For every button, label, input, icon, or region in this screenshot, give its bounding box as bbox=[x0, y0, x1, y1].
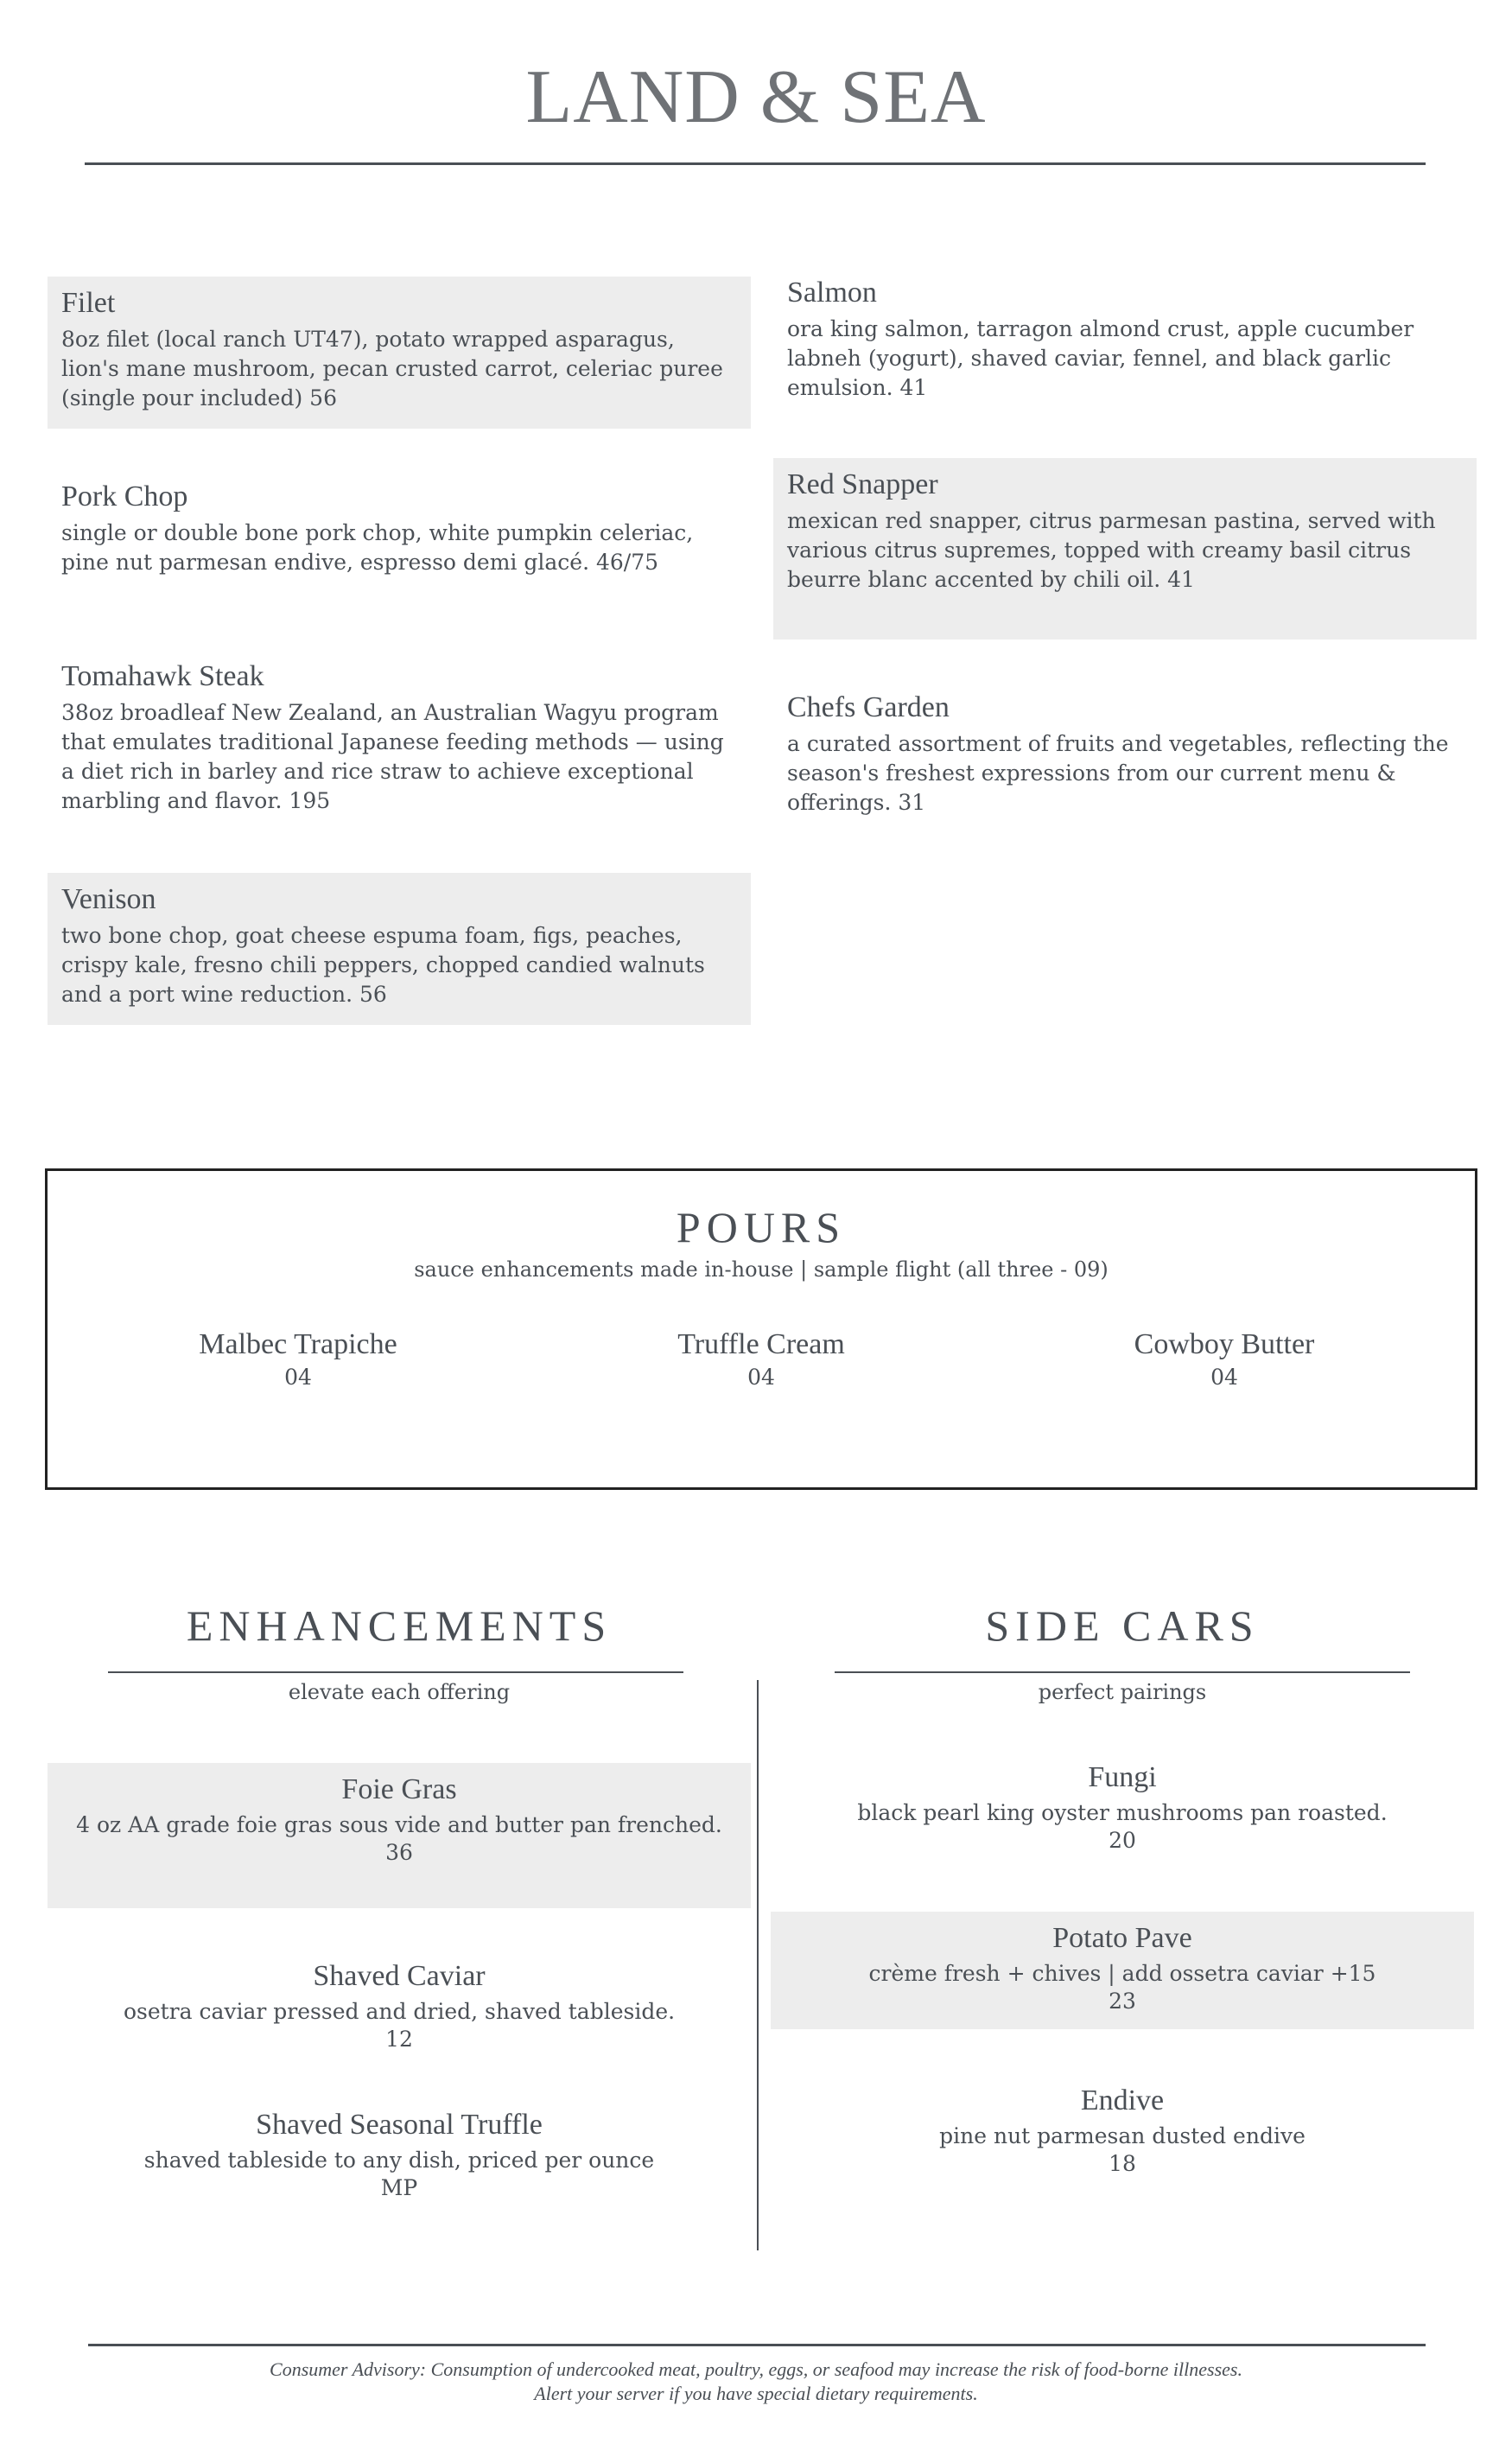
dish-name: Filet bbox=[61, 287, 116, 319]
item-price: MP bbox=[380, 2175, 418, 2200]
pour-malbec-trapiche bbox=[125, 1328, 471, 1390]
dish-description: single or double bone pork chop, white pumpkin celeriac, pine nut parmesan endive, espresso demi glacé. 46/75 bbox=[61, 520, 694, 575]
menu-item-salmon bbox=[773, 266, 1477, 404]
menu-item-red-snapper bbox=[773, 458, 1477, 640]
item-description: crème fresh + chives | add ossetra caviar +15 bbox=[868, 1961, 1376, 1986]
menu-item-venison bbox=[48, 873, 751, 1025]
dish-description: ora king salmon, tarragon almond crust, apple cucumber labneh (yogurt), shaved caviar, fennel, and black garlic emulsion. 41 bbox=[787, 316, 1414, 400]
menu-item-pork-chop bbox=[48, 470, 751, 617]
pour-name: Malbec Trapiche bbox=[199, 1328, 397, 1360]
column-divider bbox=[757, 1680, 759, 2250]
item-name: Shaved Seasonal Truffle bbox=[256, 2109, 543, 2141]
sidecars-subtitle: perfect pairings bbox=[1038, 1680, 1207, 1704]
item-name: Endive bbox=[1080, 2084, 1165, 2116]
item-description: osetra caviar pressed and dried, shaved tableside. bbox=[123, 1999, 676, 2024]
item-description: 4 oz AA grade foie gras sous vide and butter pan frenched. bbox=[76, 1812, 722, 1837]
dish-description: mexican red snapper, citrus parmesan pastina, served with various citrus supremes, topped with creamy basil citrus beurre blanc accented by chili oil. 41 bbox=[787, 508, 1436, 592]
dish-name: Tomahawk Steak bbox=[61, 660, 264, 692]
enhancement-shaved-caviar bbox=[48, 1950, 751, 2062]
enhancement-seasonal-truffle bbox=[48, 2098, 751, 2211]
dish-description: 8oz filet (local ranch UT47), potato wrapped asparagus, lion's mane mushroom, pecan crusted carrot, celeriac puree (single pour included) 56 bbox=[61, 327, 723, 410]
enhancements-rule bbox=[108, 1671, 683, 1673]
pours-panel bbox=[45, 1168, 1477, 1490]
enhancements-subtitle: elevate each offering bbox=[288, 1680, 511, 1704]
item-description: shaved tableside to any dish, priced per ounce bbox=[143, 2148, 655, 2173]
pour-name: Truffle Cream bbox=[677, 1328, 845, 1360]
advisory-line-2: Alert your server if you have special dietary requirements. bbox=[534, 2383, 978, 2404]
dish-name: Salmon bbox=[787, 277, 877, 309]
menu-title: LAND & SEA bbox=[525, 55, 987, 139]
item-description: pine nut parmesan dusted endive bbox=[939, 2123, 1306, 2148]
pour-name: Cowboy Butter bbox=[1134, 1328, 1315, 1360]
menu-item-chefs-garden bbox=[773, 681, 1477, 828]
item-price: 12 bbox=[385, 2027, 413, 2052]
dish-description: 38oz broadleaf New Zealand, an Australian Wagyu program that emulates traditional Japanese feeding methods — using a diet rich in barley and rice straw to achieve exceptional marbling and flavor. 195 bbox=[61, 700, 724, 813]
sidecars-rule bbox=[835, 1671, 1410, 1673]
advisory-line-1: Consumer Advisory: Consumption of undercooked meat, poultry, eggs, or seafood may increase the risk of food-borne illnesses. bbox=[270, 2358, 1242, 2380]
title-rule bbox=[85, 162, 1426, 165]
consumer-advisory bbox=[0, 2358, 1512, 2406]
item-price: 18 bbox=[1109, 2151, 1136, 2176]
dish-name: Red Snapper bbox=[787, 468, 938, 500]
enhancement-foie-gras bbox=[48, 1763, 751, 1908]
pour-price: 04 bbox=[284, 1365, 312, 1390]
dish-name: Pork Chop bbox=[61, 481, 188, 512]
dish-name: Venison bbox=[61, 883, 156, 915]
pour-truffle-cream bbox=[588, 1328, 934, 1390]
pours-subtitle: sauce enhancements made in-house | sample flight (all three - 09) bbox=[414, 1257, 1109, 1282]
enhancements-title: ENHANCEMENTS bbox=[186, 1601, 613, 1650]
sidecars-title: SIDE CARS bbox=[985, 1601, 1260, 1650]
sidecar-endive bbox=[771, 2074, 1474, 2186]
sidecar-potato-pave bbox=[771, 1912, 1474, 2029]
pour-cowboy-butter bbox=[1051, 1328, 1397, 1390]
item-name: Shaved Caviar bbox=[313, 1960, 486, 1992]
dish-description: two bone chop, goat cheese espuma foam, figs, peaches, crispy kale, fresno chili peppers, chopped candied walnuts and a port wine reduction. 56 bbox=[61, 923, 705, 1007]
dish-name: Chefs Garden bbox=[787, 691, 950, 723]
item-name: Potato Pave bbox=[1052, 1922, 1192, 1954]
item-price: 23 bbox=[1109, 1989, 1136, 2014]
pour-price: 04 bbox=[1210, 1365, 1238, 1390]
pour-price: 04 bbox=[747, 1365, 775, 1390]
menu-item-filet bbox=[48, 277, 751, 429]
item-name: Fungi bbox=[1088, 1761, 1157, 1793]
footer-rule bbox=[88, 2344, 1426, 2346]
dish-description: a curated assortment of fruits and vegetables, reflecting the season's freshest expressions from our current menu & offerings. 31 bbox=[787, 731, 1449, 815]
menu-item-tomahawk-steak bbox=[48, 650, 751, 823]
item-description: black pearl king oyster mushrooms pan roasted. bbox=[857, 1800, 1388, 1825]
item-price: 20 bbox=[1109, 1828, 1136, 1853]
sidecar-fungi bbox=[771, 1751, 1474, 1863]
pours-title: POURS bbox=[676, 1203, 847, 1251]
item-price: 36 bbox=[385, 1840, 413, 1865]
item-name: Foie Gras bbox=[341, 1773, 457, 1805]
